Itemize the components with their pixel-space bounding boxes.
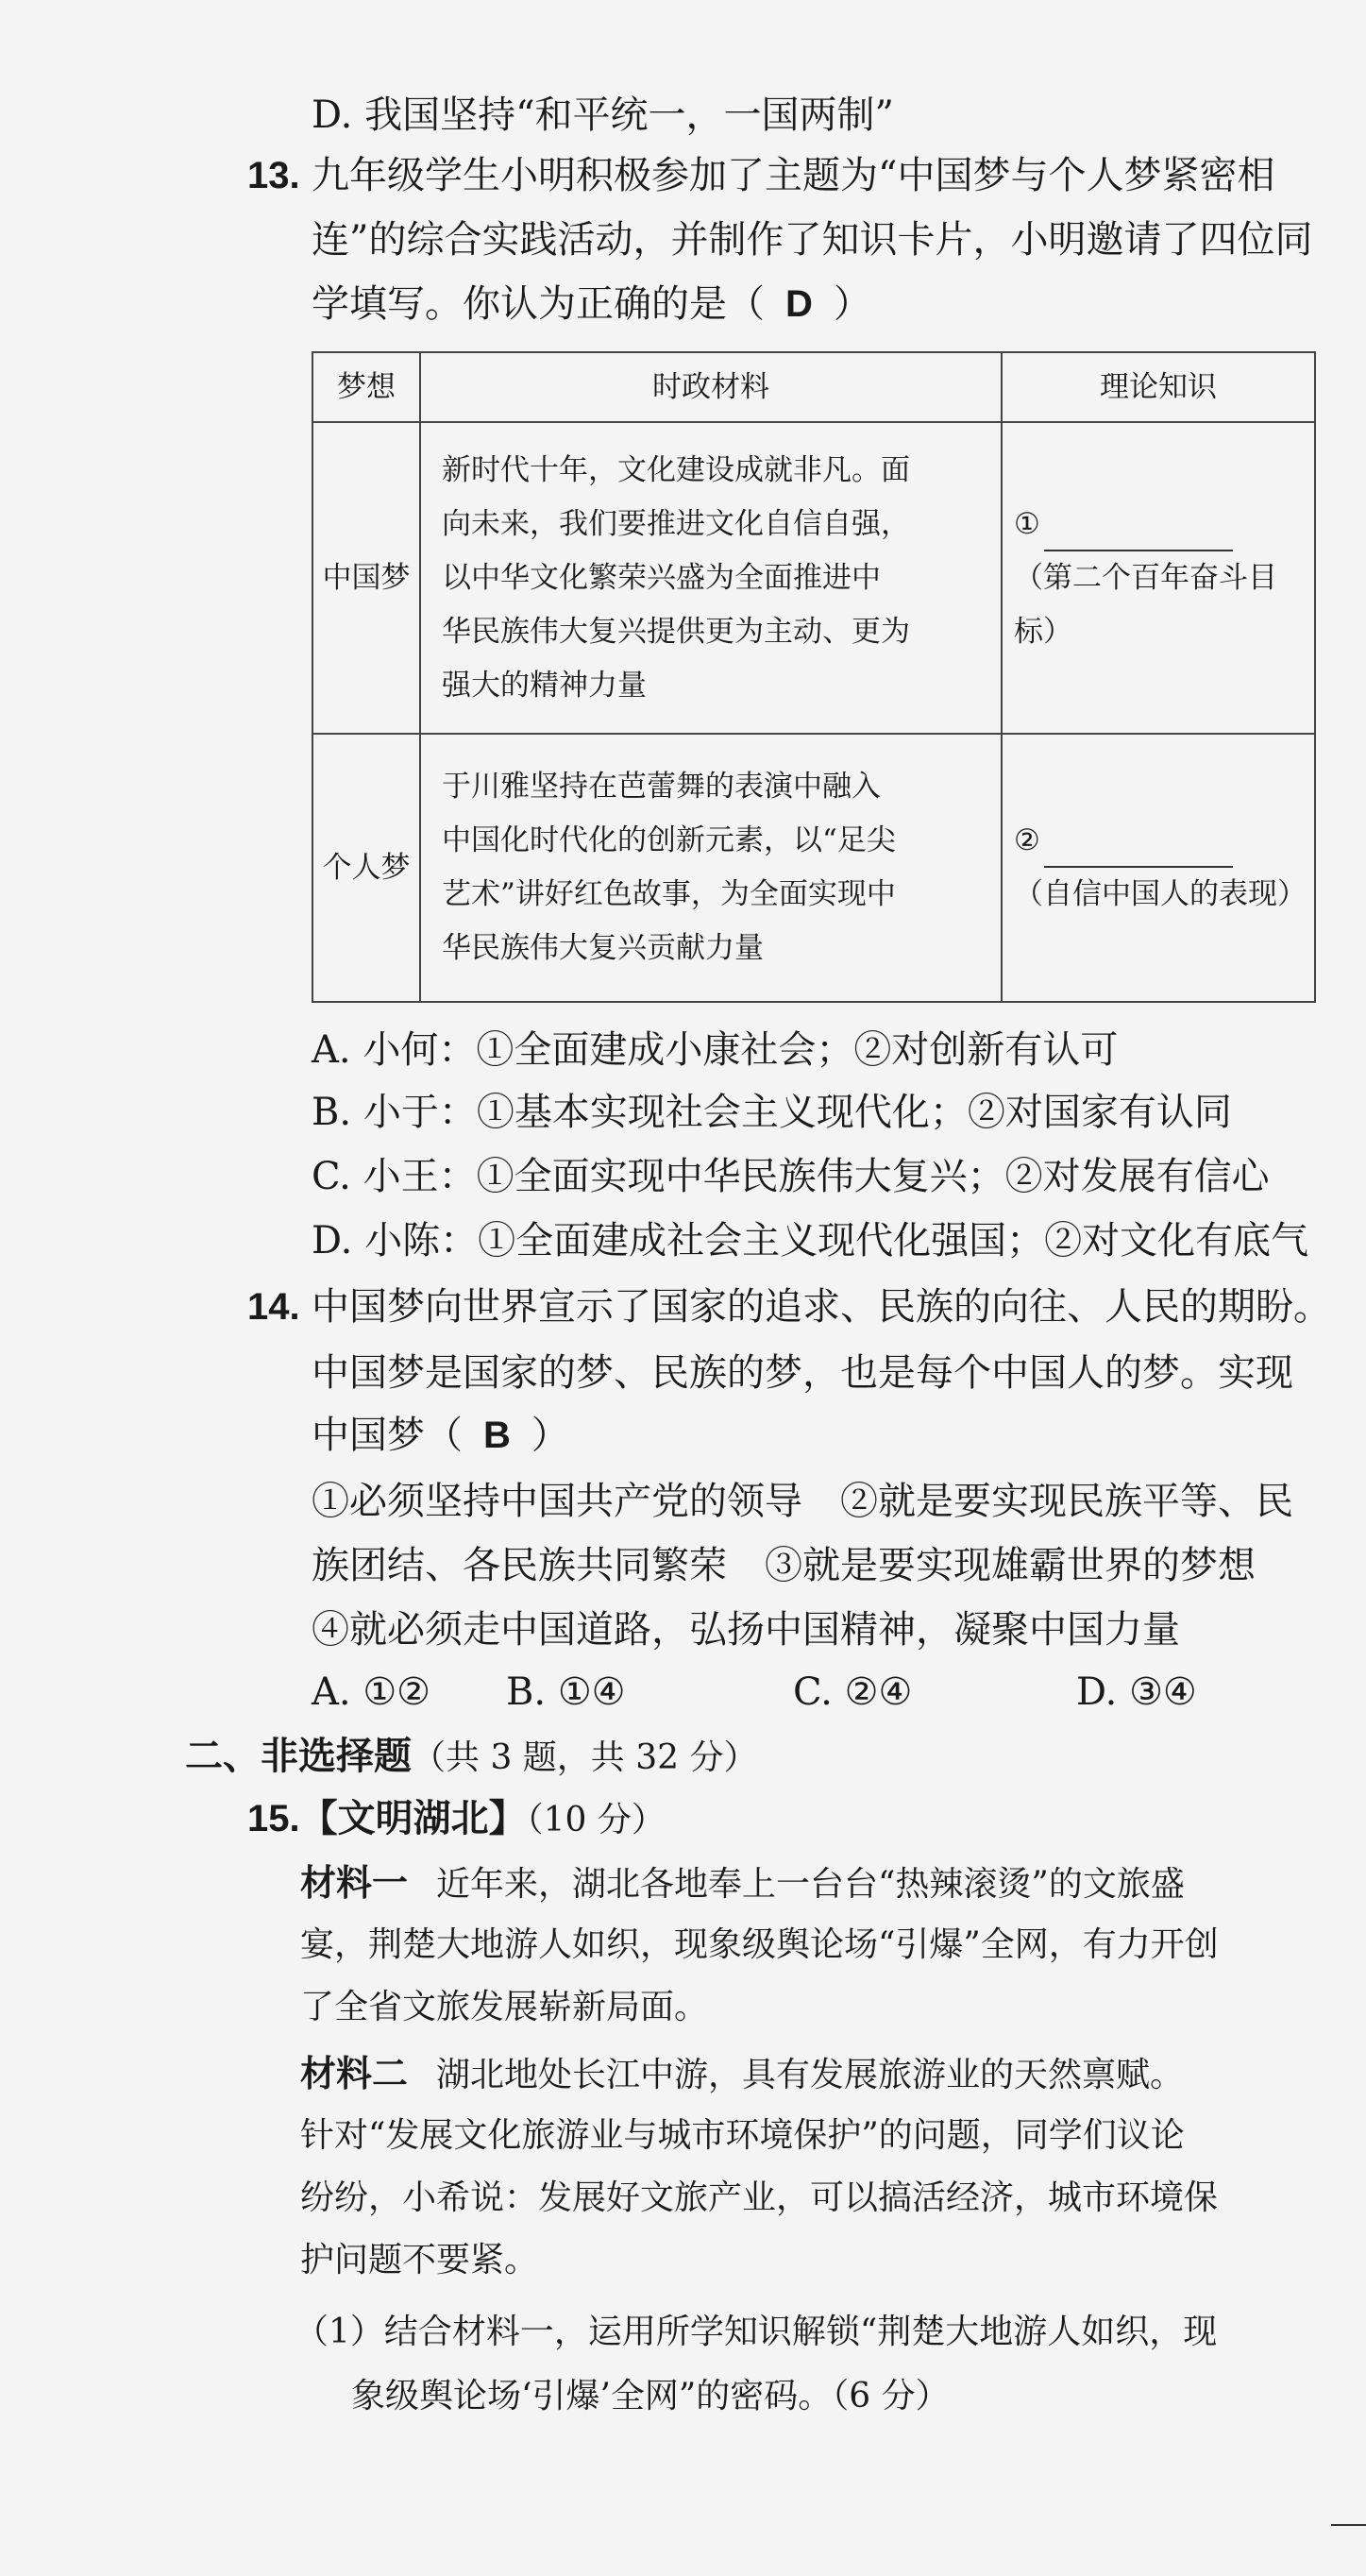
q15-number: 15. [247,1798,300,1839]
header-dream: 梦想 [312,352,420,422]
blank-label: ① [1014,506,1040,541]
q14-statement-line-3: ④就必须走中国道路，弘扬中国精神，凝聚中国力量 [312,1608,1180,1652]
dream-cell: 中国梦 [312,422,420,734]
material-cell [420,422,1002,734]
table-row [312,422,1315,734]
theory-cell [1002,422,1315,734]
theory-hint: （第二个百年奋斗目标） [1014,560,1277,649]
q13-stem-line-2: 连”的综合实践活动，并制作了知识卡片，小明邀请了四位同 [312,218,1313,262]
q13-stem-text: 学填写。你认为正确的是（ [312,282,765,326]
material-2-label: 材料二 [300,2052,409,2094]
answer-blank[interactable] [1044,832,1233,868]
material-line: 以中华文化繁荣兴盛为全面推进中 [442,560,881,595]
material-line: 强大的精神力量 [442,668,647,703]
theory-cell [1002,734,1315,1002]
q15-sub1-line-2: 象级舆论场‘引爆’全网”的密码。（6 分） [351,2377,950,2415]
q13-answer: D [785,283,813,325]
dream-cell: 个人梦 [312,734,420,1002]
material-1-line-2: 宴，荆楚大地游人如织，现象级舆论场“引爆”全网，有力开创 [300,1925,1219,1964]
theory-hint: （自信中国人的表现） [1014,877,1307,911]
q14-option-b: B. ①④ [506,1670,626,1714]
material-line: 于川雅坚持在芭蕾舞的表演中融入 [442,770,881,804]
section-2-title: 二、非选择题 [185,1734,412,1778]
material-line: 向未来，我们要推进文化自信自强， [442,506,910,541]
material-1-label: 材料一 [300,1861,409,1904]
material-2-line-1 [300,2049,1184,2100]
q14-close-paren: ） [531,1414,569,1457]
q13-stem-line-3 [312,280,871,329]
q14-statement-line-2: 族团结、各民族共同繁荣 ③就是要实现雄霸世界的梦想 [312,1544,1256,1587]
material-2-line-3: 纷纷，小希说：发展好文旅产业，可以搞活经济，城市环境保 [300,2178,1219,2217]
q13-option-a: A. 小何：①全面建成小康社会；②对创新有认可 [312,1028,1119,1072]
material-1-text: 近年来，湖北各地奉上一台台“热辣滚烫”的文旅盛 [436,1865,1185,1904]
q14-answer: B [483,1415,511,1456]
q13-option-b: B. 小于：①基本实现社会主义现代化；②对国家有认同 [312,1091,1232,1134]
table-header-row [312,352,1315,422]
q14-stem-line-2: 中国梦是国家的梦、民族的梦，也是每个中国人的梦。实现 [312,1351,1293,1395]
q14-stem-text: 中国梦（ [312,1414,463,1457]
q13-knowledge-table [312,351,1316,1003]
section-2-heading [185,1732,758,1783]
material-line: 艺术”讲好红色故事，为全面实现中 [442,877,896,911]
header-material: 时政材料 [420,352,1002,422]
q14-option-a: A. ①② [312,1670,431,1714]
answer-blank-line [1014,814,1303,868]
answer-blank[interactable] [1044,516,1233,551]
answer-blank-line [1014,498,1303,551]
section-2-note: （共 3 题，共 32 分） [412,1738,758,1777]
header-theory: 理论知识 [1002,352,1315,422]
q15-points: （10 分） [526,1801,666,1839]
q13-option-d: D. 小陈：①全面建成社会主义现代化强国；②对文化有底气 [312,1219,1309,1263]
q14-statement-line-1: ①必须坚持中国共产党的领导 ②就是要实现民族平等、民 [312,1480,1293,1523]
q14-number: 14. [247,1286,300,1328]
material-cell [420,734,1002,1002]
material-1-line-3: 了全省文旅发展崭新局面。 [300,1988,709,2026]
q15-heading [247,1794,666,1845]
material-2-text: 湖北地处长江中游，具有发展旅游业的天然禀赋。 [436,2056,1185,2094]
q13-stem-line-1: 九年级学生小明积极参加了主题为“中国梦与个人梦紧密相 [312,154,1275,197]
q15-title: 【文明湖北】 [299,1796,527,1840]
q13-close-paren: ） [833,282,871,326]
material-line: 华民族伟大复兴提供更为主动、更为 [442,614,910,649]
material-line: 中国化时代化的创新元素，以“足尖 [442,823,896,857]
q12-option-d: D. 我国坚持“和平统一，一国两制” [312,93,894,137]
material-2-line-2: 针对“发展文化旅游业与城市环境保护”的问题，同学们议论 [300,2116,1185,2155]
q15-sub1-line-1: （1）结合材料一，运用所学知识解锁“荆楚大地游人如织，现 [295,2313,1218,2351]
material-1-line-1 [300,1858,1185,1909]
q14-option-d: D. ③④ [1076,1670,1197,1714]
table-row [312,734,1315,1002]
page-edge-rule [1331,2524,1366,2526]
q14-option-c: C. ②④ [793,1670,913,1714]
q14-stem-line-1: 中国梦向世界宣示了国家的追求、民族的向往、人民的期盼。 [312,1285,1331,1329]
blank-label: ② [1014,823,1040,857]
q13-number: 13. [247,155,300,196]
material-line: 新时代十年，文化建设成就非凡。面 [442,452,910,487]
material-line: 华民族伟大复兴贡献力量 [442,931,764,965]
q13-option-c: C. 小王：①全面实现中华民族伟大复兴；②对发展有信心 [312,1155,1270,1198]
material-2-line-4: 护问题不要紧。 [300,2241,539,2279]
q14-stem-line-3 [312,1411,569,1460]
